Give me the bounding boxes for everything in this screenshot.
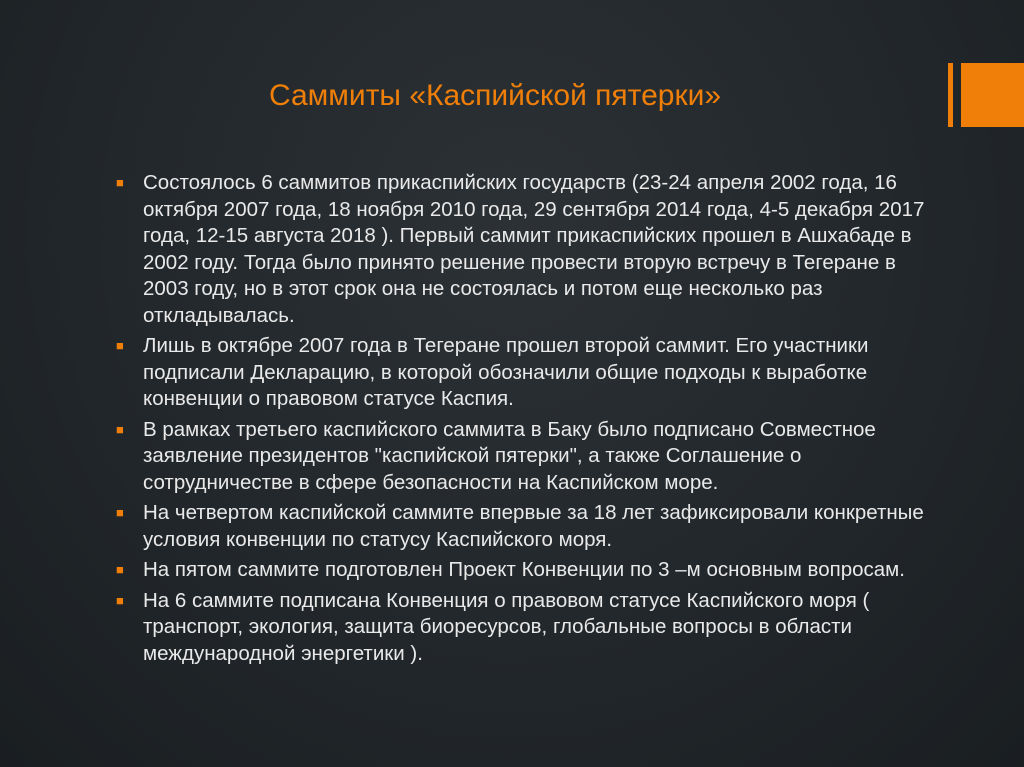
- bullet-square-icon: ■: [116, 505, 124, 520]
- bullet-square-icon: ■: [116, 592, 124, 608]
- bullet-square-icon: ■: [116, 338, 124, 353]
- bullet-text: Лишь в октябре 2007 года в Тегеране прошел второй саммит. Его участники подписали Декларацию, в которой обозначили общие подходы к выработке конвенции о правовом статусе Каспия.: [143, 334, 869, 410]
- accent-bar-thick: [961, 63, 1024, 127]
- bullet-square-icon: ■: [116, 175, 124, 190]
- bullet-square-icon: ■: [116, 562, 124, 577]
- bullet-text: На пятом саммите подготовлен Проект Конвенции по 3 –м основным вопросам.: [143, 558, 905, 581]
- bullet-text: На 6 саммите подписана Конвенция о правовом статусе Каспийского моря ( транспорт, экология, защита биоресурсов, глобальные вопросы в области международной энергетики ).: [143, 588, 870, 665]
- slide-title: Саммиты «Каспийской пятерки»: [269, 79, 722, 112]
- bullet-text: Состоялось 6 саммитов прикаспийских государств (23-24 апреля 2002 года, 16 октября 2007 года, 18 ноября 2010 года, 29 сентября 2014 года, 4-5 декабря 2017 года, 12-15 августа 2018 ). Первый саммит прикаспийских прошел в Ашхабаде в 2002 году. Тогда было принято решение провести вторую встречу в Тегеране в 2003 году, но в этот срок она не состоялась и потом еще несколько раз откладывалась.: [143, 171, 925, 327]
- bullet-item: [116, 588, 946, 668]
- bullet-item: [116, 557, 946, 584]
- bullet-text: На четвертом каспийской саммите впервые за 18 лет зафиксировали конкретные условия конвенции по статусу Каспийского моря.: [143, 501, 924, 551]
- bullet-item: [116, 500, 946, 553]
- bullet-item: [116, 333, 946, 413]
- bullet-list: [116, 170, 946, 671]
- bullet-square-icon: ■: [116, 421, 124, 437]
- bullet-item: [116, 417, 946, 497]
- accent-bar-thin: [948, 63, 953, 127]
- bullet-text: В рамках третьего каспийского саммита в Баку было подписано Совместное заявление президентов "каспийской пятерки", а также Соглашение о сотрудничестве в сфере безопасности на Каспийском море.: [143, 417, 876, 494]
- bullet-item: [116, 170, 946, 329]
